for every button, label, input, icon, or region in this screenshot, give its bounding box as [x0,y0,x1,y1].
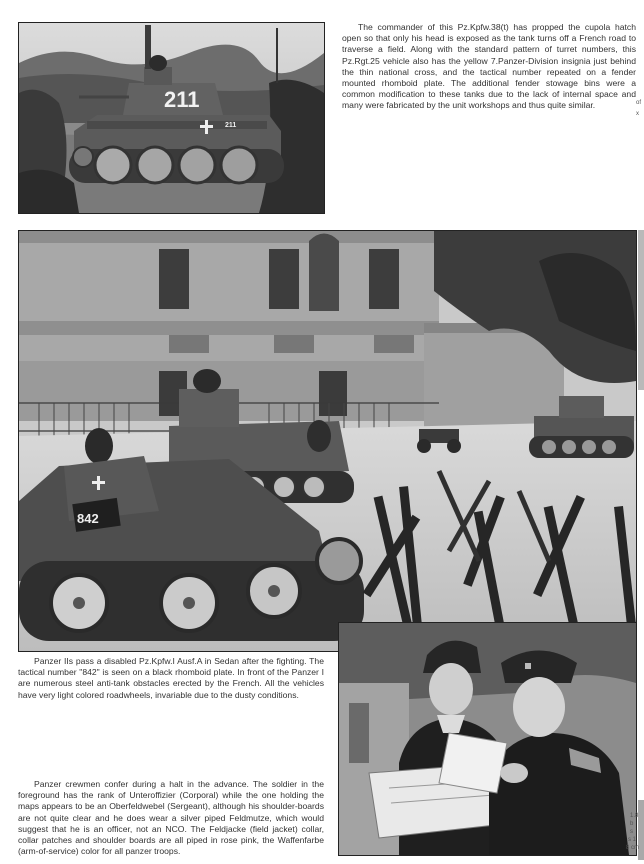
edge-fragment-bottom-5: 8 cm [626,845,640,851]
caption-sedan: Panzer IIs pass a disabled Pz.Kpfw.I Ausf.A in Sedan after the fighting. The tactical number "842" is seen on a black rhomboid plate. In front of the Panzer I are numerous steel anti-tank obstacles erected by the French. All the vehicles have very light colored roadwheels, invariable due to the dusty conditions. [18,656,324,700]
edge-fragment-bottom-4: s 1 [628,837,637,843]
rhomboid-number: 842 [77,511,99,526]
caption-crewmen: Panzer crewmen confer during a halt in the advance. The soldier in the foreground has the rank of Unteroffizier (Corporal) while the one holding the maps appears to be an Oberfeldwebel (Sergeant), although his shoulder-boards are not quite clear and he does wear a silver piped Feldmutze, which would suggest that he is an officer, not an NCO. The Feldjacke (field jacket) collar, collar patches and shoulder boards are all piped in rose pink, the Waffenfarbe (arm-of-service) color for all panzer troops. [18,779,324,857]
photo-pz38t-tank [18,22,325,214]
edge-fragment-bottom-3: s [630,829,633,835]
photo-panzer-crewmen [338,622,640,856]
fender-number: 211 [225,122,237,129]
edge-fragment-top-1: of [636,100,642,106]
caption-pz38t: The commander of this Pz.Kpfw.38(t) has propped the cupola hatch open so that only his head is exposed as the tank turns off a French road to traverse a field. Along with the standard pattern of turret numbers, this Pz.Rgt.25 vehicle also has the yellow 7.Panzer-Division insignia just behind the thin national cross, and the tactical number repeated on a fender mounted rhomboid plate. The additional fender stowage bins were a common modification to these tanks due to the lack of internal space and many were fabricated by the unit workshops and thus quite similar. [342,22,636,111]
edge-fragment-bottom-2: b [630,821,634,827]
edge-fragment-top-2: x [636,111,639,117]
edge-fragment-bottom-1: 1.8 [630,813,639,819]
photo-sedan-street [18,230,637,652]
adjacent-page-edge-top [638,230,644,390]
turret-number: 211 [164,87,200,112]
